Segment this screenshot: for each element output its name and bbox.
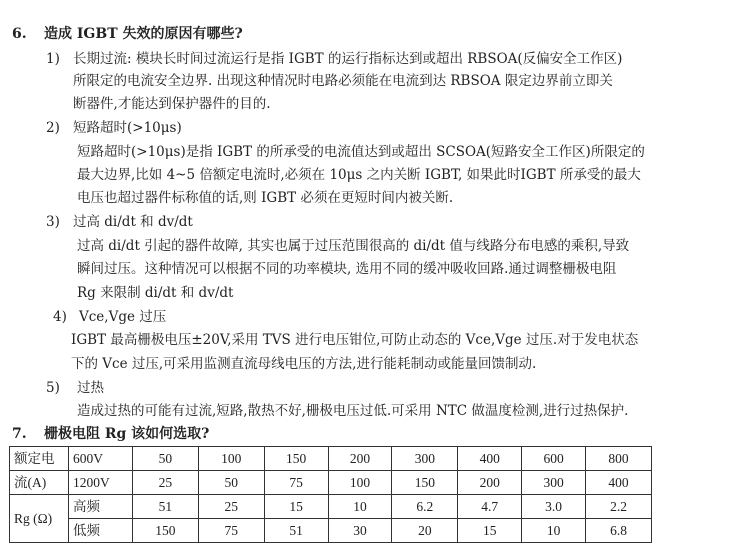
table-cell: 150 [392,471,458,495]
item-4-heading: Vce,Vge 过压 [79,309,167,325]
table-cell: 100 [198,447,264,471]
section-6-title: 造成 IGBT 失效的原因有哪些? [44,26,243,42]
table-cell: 51 [264,519,328,543]
table-cell: 25 [132,471,198,495]
table-cell: 低频 [68,519,132,543]
table-cell: 10 [522,519,586,543]
item-1-number: 1) [46,51,60,67]
item-4-line-2: 下的 Vce 过压,可采用监测直流母线电压的方法,进行能耗制动或能量回馈制动. [71,356,537,372]
item-3-number: 3) [46,214,60,230]
table-cell: 50 [198,471,264,495]
item-4-number: 4) [53,309,67,325]
item-1-line-2: 所限定的电流安全边界. 出现这种情况时电路必须能在电流到达 RBSOA 限定边界前立即关 [73,73,613,89]
table-cell: 400 [458,447,522,471]
table-cell: 150 [264,447,328,471]
table-cell: 51 [132,495,198,519]
section-7-title: 栅极电阻 Rg 该如何选取? [44,426,210,442]
table-cell: 6.8 [586,519,652,543]
item-2-number: 2) [46,120,60,136]
table-cell: 15 [264,495,328,519]
table-cell: 400 [586,471,652,495]
table-cell: 100 [328,471,392,495]
table-cell: 200 [458,471,522,495]
item-2-line-2: 最大边界,比如 4~5 倍额定电流时,必须在 10μs 之内关断 IGBT, 如果此时IGBT 所承受的最大 [77,167,641,183]
rated-current-label-bottom: 流(A) [10,471,69,495]
rated-current-label-top: 额定电 [10,447,69,471]
section-6-number: 6. [12,26,27,42]
item-1-line-1: 长期过流: 模块长时间过流运行是指 IGBT 的运行指标达到或超出 RBSOA(反偏安全工作区) [73,51,623,67]
table-cell: 50 [132,447,198,471]
item-2-line-1: 短路超时(>10μs)是指 IGBT 的所承受的电流值达到或超出 SCSOA(短路安全工作区)所限定的 [77,144,645,160]
table-cell: 300 [392,447,458,471]
rg-label: Rg (Ω) [10,495,69,543]
item-5-number: 5) [46,380,60,396]
item-2-line-3: 电压也超过器件标称值的话,则 IGBT 必须在更短时间内被关断. [77,190,454,206]
table-cell: 300 [522,471,586,495]
table-cell: 150 [132,519,198,543]
section-7-number: 7. [12,426,27,442]
table-cell: 1200V [68,471,132,495]
item-5-line-1: 造成过热的可能有过流,短路,散热不好,栅极电压过低.可采用 NTC 做温度检测,进行过热保护. [77,403,629,419]
table-cell: 800 [586,447,652,471]
rg-selection-table [9,446,652,543]
table-row [10,471,652,495]
table-cell: 10 [328,495,392,519]
table-cell: 75 [198,519,264,543]
table-cell: 高频 [68,495,132,519]
item-2-heading: 短路超时(>10μs) [73,120,182,136]
table-cell: 6.2 [392,495,458,519]
table-cell: 600 [522,447,586,471]
table-row [10,447,652,471]
table-cell: 4.7 [458,495,522,519]
table-cell: 30 [328,519,392,543]
table-cell: 600V [68,447,132,471]
item-3-heading: 过高 di/dt 和 dv/dt [73,214,193,230]
table-cell: 2.2 [586,495,652,519]
table-cell: 3.0 [522,495,586,519]
table-cell: 20 [392,519,458,543]
table-cell: 15 [458,519,522,543]
item-3-line-1: 过高 di/dt 引起的器件故障, 其实也属于过压范围很高的 di/dt 值与线路分布电感的乘积,导致 [77,238,630,254]
item-3-line-2: 瞬间过压。这种情况可以根据不同的功率模块, 选用不同的缓冲吸收回路.通过调整栅极电阻 [77,261,617,277]
item-5-heading: 过热 [77,380,104,396]
table-cell: 25 [198,495,264,519]
table-cell: 75 [264,471,328,495]
item-3-line-3: Rg 来限制 di/dt 和 dv/dt [77,285,234,301]
table-row [10,495,652,519]
table-row [10,519,652,543]
table-cell: 200 [328,447,392,471]
item-1-line-3: 断器件,才能达到保护器件的目的. [73,96,271,112]
item-4-line-1: IGBT 最高栅极电压±20V,采用 TVS 进行电压钳位,可防止动态的 Vce,Vge 过压.对于发电状态 [71,332,639,348]
